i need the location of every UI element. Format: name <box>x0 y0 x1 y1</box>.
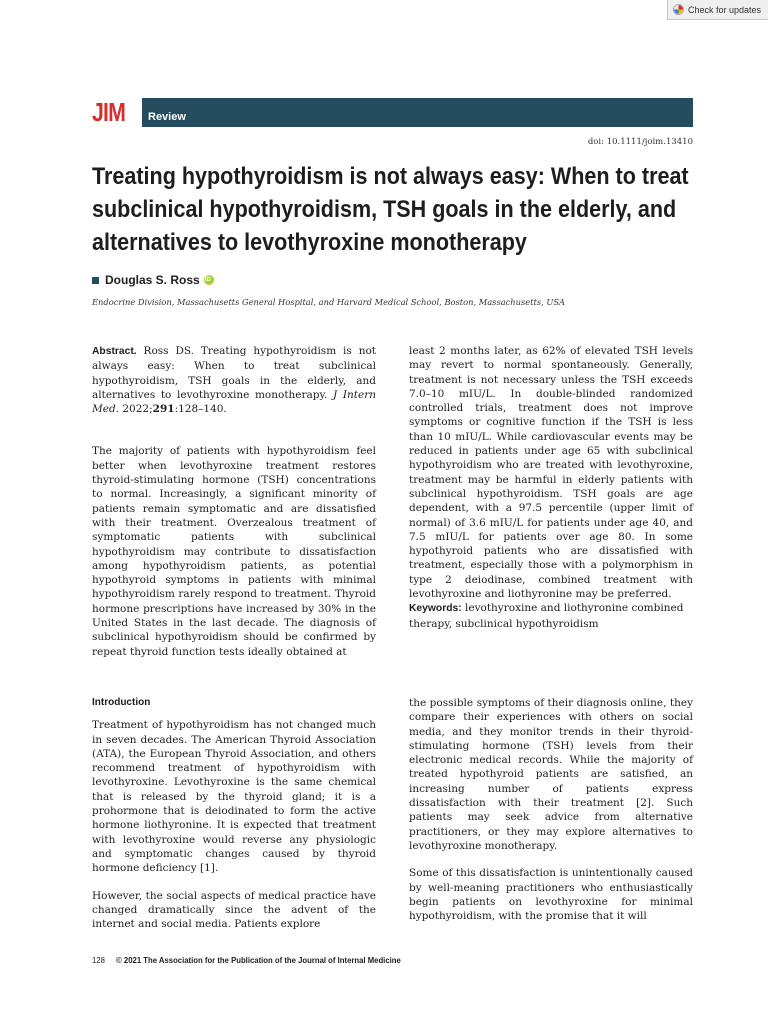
abstract-paragraph-right: least 2 months later, as 62% of elevated TSH levels may revert to normal spontaneously. Generally, treatment is not necessary unless the TSH exceeds 7.0–10 mIU/L. In double-blinded randomized controlled trials, treatment does not improve symptoms or cognitive function if the TSH is less than 10 mIU/L. While cardiovascular events may be reduced in patients under age 65 with subclinical hypothyroidism who are treated with levothyroxine, treatment may be harmful in elderly patients with subclinical hypothyroidism. TSH goals are age dependent, with a 97.5 percentile (upper limit of normal) of 3.6 mIU/L for patients under age 40, and 7.5 mIU/L for patients over age 80. In some hypothyroid patients who are dissatisfied with treatment, especially those with a polymorphism in type 2 deiodinase, combined treatment with levothyroxine and liothyronine may be preferred. <box>409 345 693 601</box>
page-footer <box>92 955 401 965</box>
intro-right-column <box>409 696 693 923</box>
abstract-volume: 291 <box>152 403 175 416</box>
article-title: Treating hypothyroidism is not always easy: When to treat subclinical hypothyroidism, TSH goals in the elderly, and alternatives to levothyroxine monotherapy <box>92 163 689 256</box>
check-for-updates-button[interactable] <box>667 0 768 20</box>
author-line <box>92 273 214 287</box>
abstract-paragraph-left: The majority of patients with hypothyroidism feel better when levothyroxine treatment restores thyroid-stimulating hormone (TSH) concentrations to normal. Increasingly, a significant minority of patients remain symptomatic and are dissatisfied with their treatment. Overzealous treatment of symptomatic patients with subclinical hypothyroidism may contribute to dissatisfaction among hypothyroidism patients, as potential hypothyroid symptoms in patients with minimal hypothyroidism rarely respond to treatment. Thyroid hormone prescriptions have increased by 30% in the United States in the last decade. The diagnosis of subclinical hypothyroidism should be confirmed by repeat thyroid function tests ideally obtained at <box>92 445 376 658</box>
abstract-label: Abstract. <box>92 346 137 357</box>
journal-banner <box>92 98 693 127</box>
abstract-right-column <box>409 344 693 631</box>
doi[interactable]: doi: 10.1111/joim.13410 <box>587 137 693 147</box>
journal-logo: JIM <box>92 97 126 127</box>
keywords <box>409 601 693 631</box>
keywords-text: levothyroxine and liothyronine combined therapy, subclinical hypothyroidism <box>409 602 684 630</box>
abstract-journal: J Intern Med. <box>92 388 377 416</box>
affiliation: Endocrine Division, Massachusetts General Hospital, and Harvard Medical School, Boston, Massachusetts, USA <box>92 297 566 307</box>
abstract-year: 2022; <box>122 403 153 416</box>
check-for-updates-label: Check for updates <box>688 4 762 15</box>
abstract-citation-lead: Ross DS. Treating hypothyroidism is not always easy: When to treat subclinical hypothyroidism, TSH goals in the elderly, and alternatives to levothyroxine monotherapy. <box>92 345 376 401</box>
intro-paragraph-3: the possible symptoms of their diagnosis online, they compare their experiences with others on social media, and they monitor trends in their thyroid-stimulating hormone (TSH) levels from their electronic medical records. While the majority of treated hypothyroid patients are satisfied, an increasing number of patients express dissatisfaction with their treatment [2]. Such patients may seek advice from alternative practitioners, or they may explore alternatives to levothyroxine monotherapy. <box>409 697 693 852</box>
section-label: Review <box>148 111 186 123</box>
intro-paragraph-1: Treatment of hypothyroidism has not changed much in seven decades. The American Thyroid Association (ATA), the European Thyroid Association, and others recommend treatment of hypothyroidism with levothyroxine. Levothyroxine is the same chemical that is released by the thyroid gland; it is a prohormone that is deiodinated to form the active hormone liothyronine. It is expected that treatment with levothyroxine would reverse any physiologic and symptomatic changes caused by thyroid hormone deficiency [1]. <box>92 719 376 875</box>
author-marker-icon <box>92 277 99 284</box>
intro-paragraph-2: However, the social aspects of medical practice have changed dramatically since the advent of the internet and social media. Patients explore <box>92 889 376 931</box>
orcid-icon[interactable] <box>204 275 214 285</box>
page-number: 128 <box>92 955 105 965</box>
intro-left-column <box>92 696 376 931</box>
intro-paragraph-4: Some of this dissatisfaction is unintentionally caused by well-meaning practitioners who enthusiastically begin patients on levothyroxine for minimal hypothyroidism, with the promise that it will <box>409 867 693 923</box>
keywords-label: Keywords: <box>409 603 462 615</box>
author-name[interactable]: Douglas S. Ross <box>105 273 200 287</box>
abstract-pages: :128–140. <box>174 403 227 416</box>
section-heading-introduction: Introduction <box>92 697 151 708</box>
abstract-left-column <box>92 344 376 659</box>
abstract-citation <box>92 344 376 416</box>
section-bar <box>140 98 693 127</box>
crossmark-icon <box>673 4 684 15</box>
copyright: © 2021 The Association for the Publication of the Journal of Internal Medicine <box>116 955 401 965</box>
